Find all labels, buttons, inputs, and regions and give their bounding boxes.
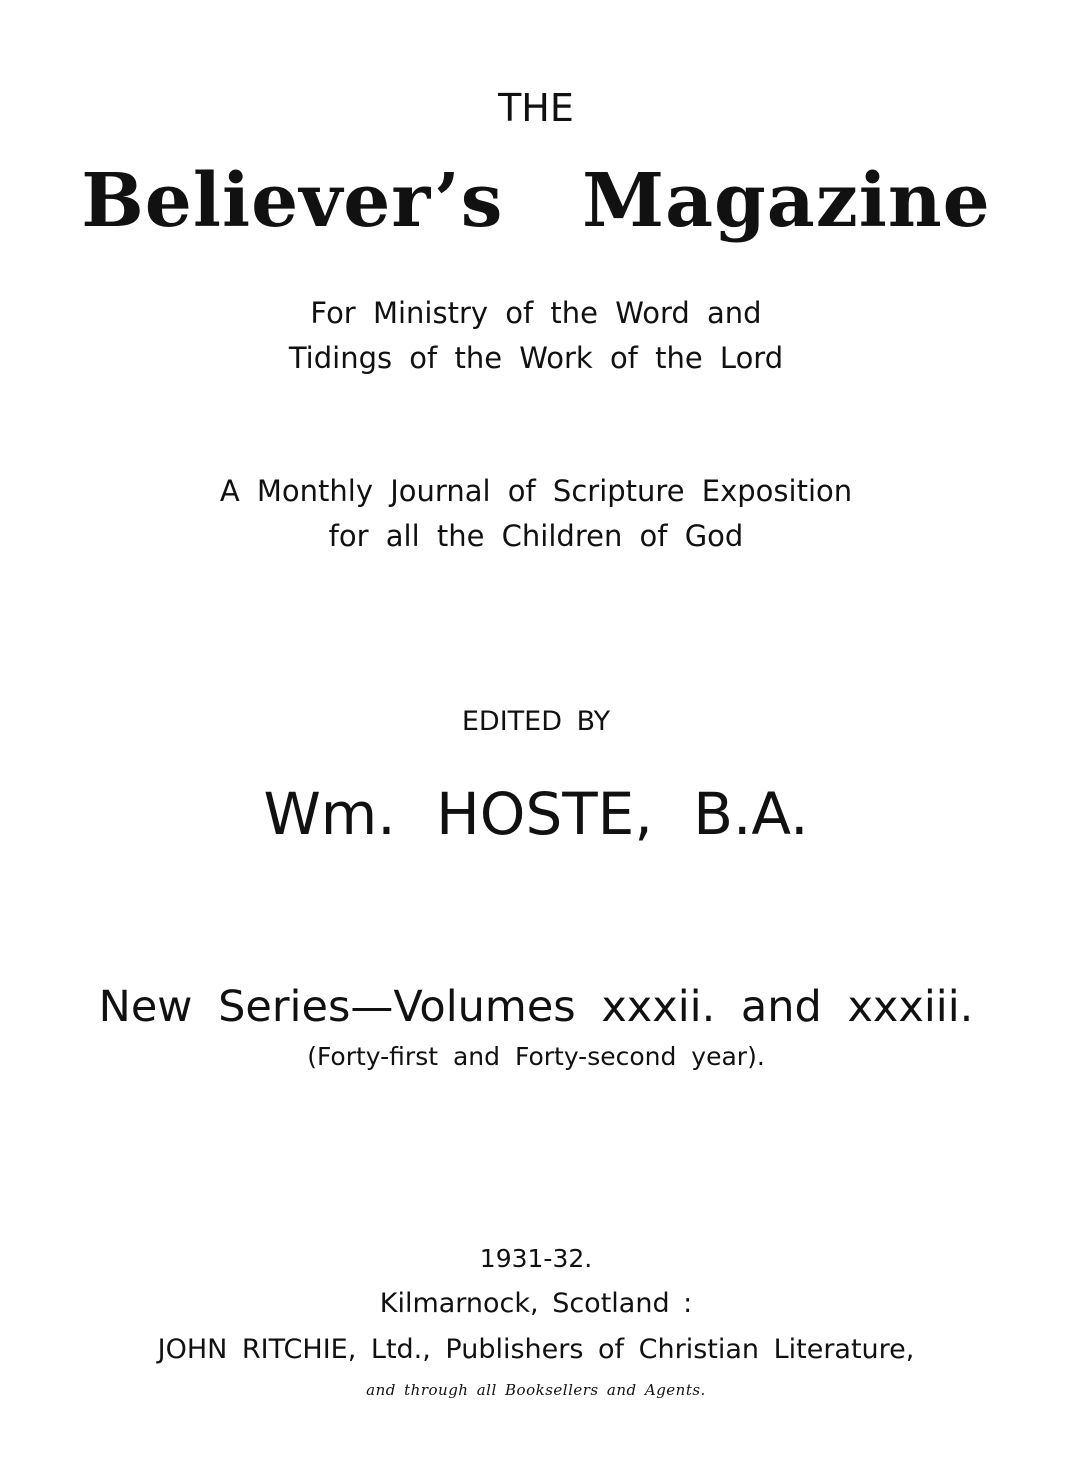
editor-name: Wm. HOSTE, B.A. <box>263 780 809 848</box>
publication-place: Kilmarnock, Scotland : <box>379 1288 693 1319</box>
magazine-title: Believer’s Magazine <box>81 158 991 244</box>
series-volumes: New Series—Volumes xxxii. and xxxiii. <box>98 982 974 1032</box>
title-article: THE <box>498 86 574 130</box>
agents-note: and through all Booksellers and Agents. <box>366 1381 706 1399</box>
edited-by-label: EDITED BY <box>461 706 611 737</box>
subtitle-line-1: For Ministry of the Word and <box>310 296 762 330</box>
journal-description-line-2: for all the Children of God <box>328 519 744 553</box>
subtitle-line-2: Tidings of the Work of the Lord <box>288 341 784 375</box>
publication-years-note: (Forty-first and Forty-second year). <box>307 1042 765 1071</box>
journal-description-line-1: A Monthly Journal of Scripture Exposition <box>219 474 853 508</box>
publisher: JOHN RITCHIE, Ltd., Publishers of Christian Literature, <box>157 1334 915 1365</box>
publication-date: 1931-32. <box>479 1244 593 1273</box>
